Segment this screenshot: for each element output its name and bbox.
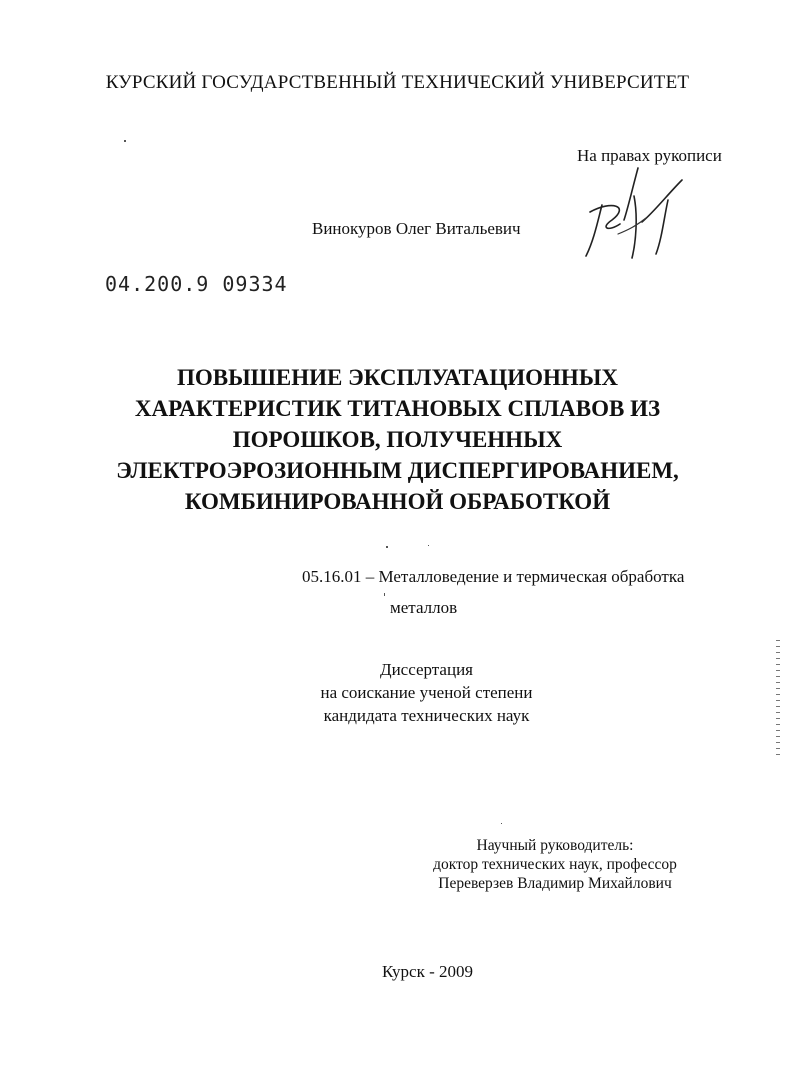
city-year: Курск - 2009 bbox=[381, 962, 474, 981]
handwritten-signature bbox=[572, 160, 702, 270]
thesis-line: на соискание ученой степени bbox=[320, 683, 533, 702]
thesis-type bbox=[0, 658, 795, 727]
advisor-label: Научный руководитель: bbox=[476, 837, 634, 854]
scan-speck bbox=[386, 546, 388, 548]
scan-edge-marks bbox=[776, 640, 780, 760]
scan-speck bbox=[384, 593, 385, 596]
specialty-continuation: металлов bbox=[390, 598, 458, 617]
title-line: КОМБИНИРОВАННОЙ ОБРАБОТКОЙ bbox=[184, 489, 611, 514]
dissertation-title bbox=[0, 362, 795, 517]
manuscript-rights-note: На правах рукописи bbox=[577, 146, 722, 165]
author-name: Винокуров Олег Витальевич bbox=[312, 219, 521, 238]
advisor-degree: доктор технических наук, профессор bbox=[433, 856, 677, 873]
scan-speck bbox=[428, 545, 429, 546]
title-line: ПОРОШКОВ, ПОЛУЧЕННЫХ bbox=[232, 427, 563, 452]
title-line: ПОВЫШЕНИЕ ЭКСПЛУАТАЦИОННЫХ bbox=[176, 365, 619, 390]
university-name: КУРСКИЙ ГОСУДАРСТВЕННЫЙ ТЕХНИЧЕСКИЙ УНИВЕРСИТЕТ bbox=[105, 72, 690, 93]
registration-stamp: 04.200.9 09334 bbox=[105, 272, 288, 296]
thesis-line: кандидата технических наук bbox=[323, 706, 530, 725]
scan-speck bbox=[124, 140, 126, 142]
advisor-name: Переверзев Владимир Михайлович bbox=[438, 875, 672, 892]
scientific-advisor bbox=[420, 836, 690, 893]
specialty-code: 05.16.01 – Металловедение и термическая обработка bbox=[302, 567, 685, 586]
title-line: ЭЛЕКТРОЭРОЗИОННЫМ ДИСПЕРГИРОВАНИЕМ, bbox=[116, 458, 679, 483]
title-line: ХАРАКТЕРИСТИК ТИТАНОВЫХ СПЛАВОВ ИЗ bbox=[134, 396, 661, 421]
scan-speck bbox=[501, 823, 502, 824]
thesis-line: Диссертация bbox=[379, 660, 473, 679]
